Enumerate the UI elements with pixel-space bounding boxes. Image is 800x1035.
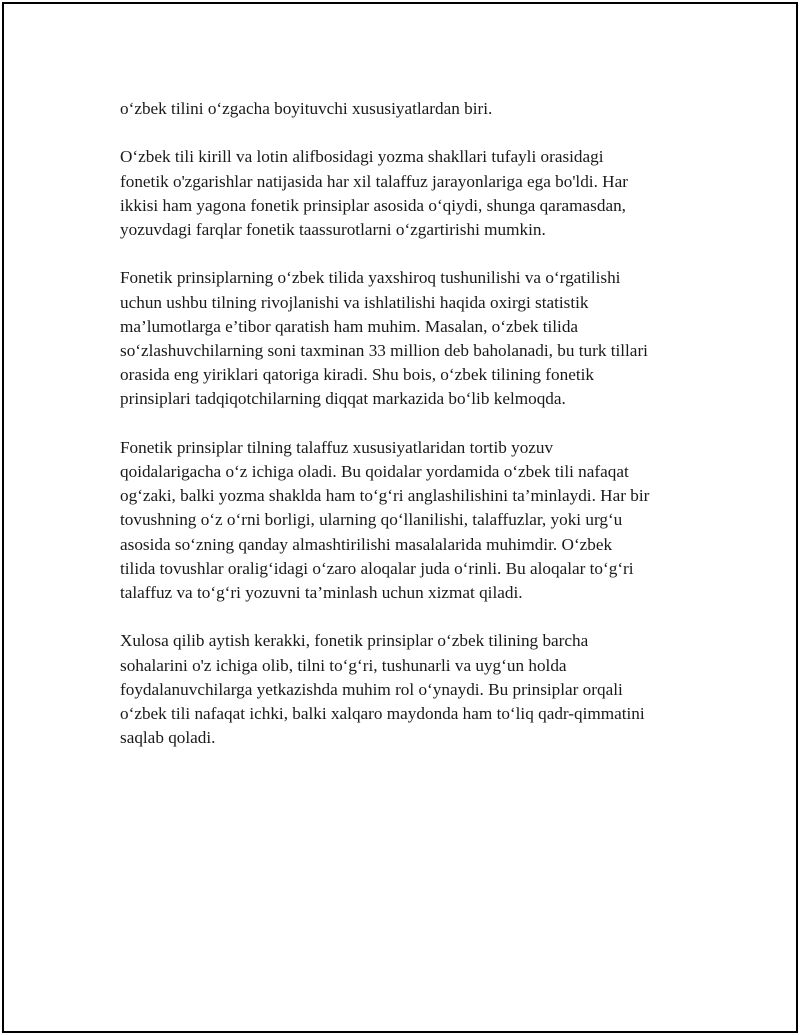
text-line: uchun ushbu tilning rivojlanishi va ishlatilishi haqida oxirgi statistik [120,292,589,312]
text-line: talaffuz va to‘g‘ri yozuvni ta’minlash uchun xizmat qiladi. [120,583,523,603]
text-line: prinsiplari tadqiqotchilarning diqqat markazida bo‘lib kelmoqda. [120,389,566,409]
text-line: Fonetik prinsiplar tilning talaffuz xususiyatlaridan tortib yozuv [120,437,554,457]
text-line: yozuvdagi farqlar fonetik taassurotlarni o‘zgartirishi mumkin. [120,220,546,239]
text-line: o‘zbek tilini o‘zgacha boyituvchi xususiyatlardan biri. [120,99,493,118]
text-line: so‘zlashuvchilarning soni taxminan 33 million deb baholanadi, bu turk tillari [120,341,648,360]
text-line: qoidalarigacha o‘z ichiga oladi. Bu qoidalar yordamida o‘zbek tili nafaqat [120,462,629,481]
text-line: ma’lumotlarga e’tibor qaratish ham muhim. Masalan, o‘zbek tilida [120,316,579,336]
text-line: O‘zbek tili kirill va lotin alifbosidagi yozma shakllari tufayli orasidagi [120,147,604,167]
paragraph-5 [120,629,700,750]
text-line: sohalarini o'z ichiga olib, tilni to‘g‘ri, tushunarli va uyg‘un holda [120,655,567,675]
text-line: foydalanuvchilarga yetkazishda muhim rol o‘ynaydi. Bu prinsiplar orqali [120,679,623,699]
text-line: ikkisi ham yagona fonetik prinsiplar asosida o‘qiydi, shunga qaramasdan, [120,195,626,215]
paragraph-3 [120,266,700,411]
document-body [120,97,700,775]
text-line: Fonetik prinsiplarning o‘zbek tilida yaxshiroq tushunilishi va o‘rgatilishi [120,268,621,288]
text-line: orasida eng yiriklari qatoriga kiradi. Shu bois, o‘zbek tilining fonetik [120,365,594,385]
text-line: asosida so‘zning qanday almashtirilishi masalalarida muhimdir. O‘zbek [120,534,613,554]
paragraph-2 [120,145,700,242]
text-line: og‘zaki, balki yozma shaklda ham to‘g‘ri anglashilishini ta’minlaydi. Har bir [120,486,650,506]
text-line: saqlab qoladi. [120,728,216,748]
text-line: Xulosa qilib aytish kerakki, fonetik prinsiplar o‘zbek tilining barcha [120,631,589,651]
paragraph-4 [120,436,700,605]
document-page [2,2,798,1033]
text-line: o‘zbek tili nafaqat ichki, balki xalqaro maydonda ham to‘liq qadr-qimmatini [120,704,645,724]
text-line: tilida tovushlar oralig‘idagi o‘zaro aloqalar juda o‘rinli. Bu aloqalar to‘g‘ri [120,558,634,578]
text-line: tovushning o‘z o‘rni borligi, ularning qo‘llanilishi, talaffuzlar, yoki urg‘u [120,510,623,530]
paragraph-1 [120,97,700,121]
text-line: fonetik o'zgarishlar natijasida har xil talaffuz jarayonlariga ega bo'ldi. Har [120,171,628,191]
